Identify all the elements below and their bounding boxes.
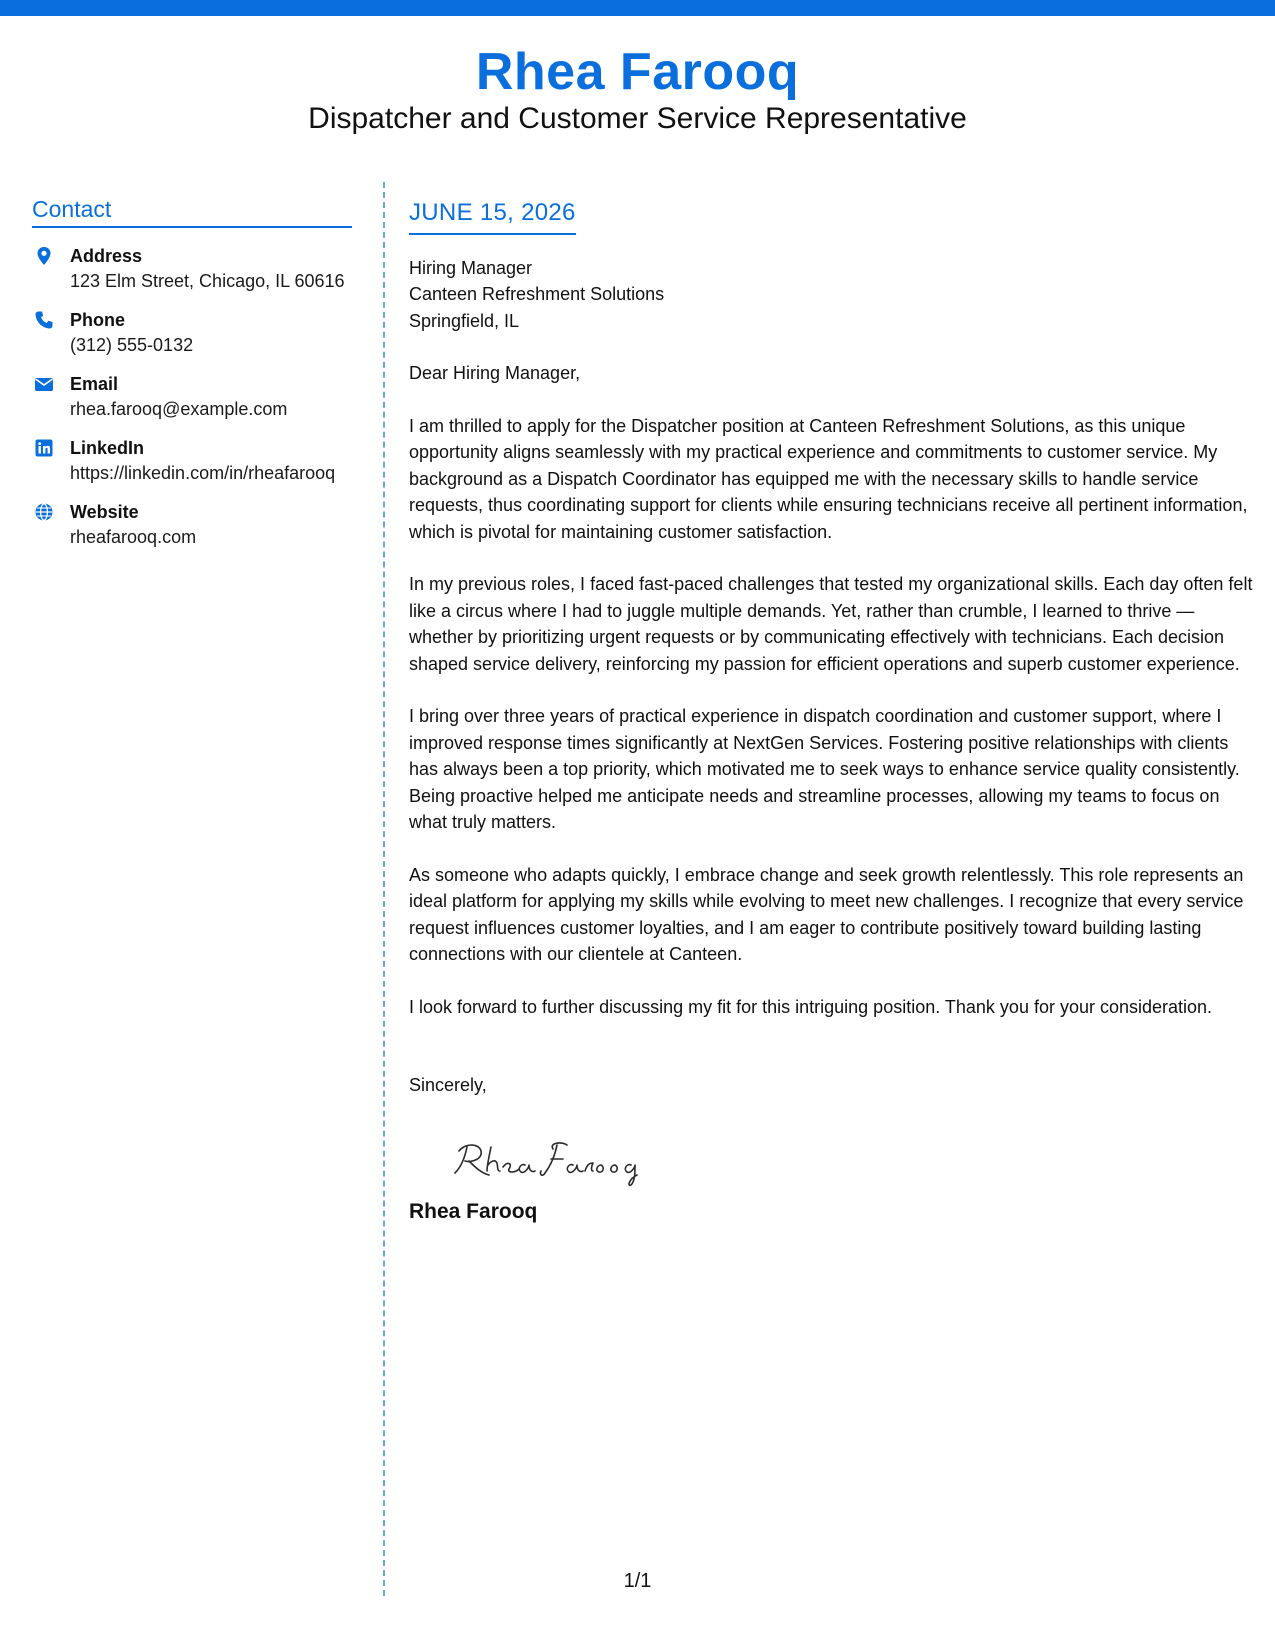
applicant-name: Rhea Farooq	[475, 43, 800, 101]
contact-value-website[interactable]: rheafarooq.com	[70, 527, 197, 547]
salutation: Dear Hiring Manager,	[409, 363, 581, 383]
globe-icon	[34, 502, 54, 522]
phone-icon	[34, 310, 54, 330]
letter-paragraph: In my previous roles, I faced fast-paced challenges that tested my organizational skills. Each day often felt like a circus where I had to juggle multiple demands. Yet, rather than crumble, I learned to thrive — whether by prioritizing urgent requests or by communicating effectively with technicians. Each decision shaped service delivery, reinforcing my passion for efficient operations and superb customer experience.	[409, 574, 1253, 674]
signed-name: Rhea Farooq	[409, 1199, 538, 1223]
contact-item-address	[32, 244, 352, 294]
column-divider	[383, 182, 385, 1596]
job-title: Dispatcher and Customer Service Representative	[308, 102, 967, 135]
contact-label-email: Email	[70, 374, 119, 394]
contact-label-phone: Phone	[70, 310, 126, 330]
contact-label-linkedin: LinkedIn	[70, 438, 145, 458]
letter-paragraph: I am thrilled to apply for the Dispatcher position at Canteen Refreshment Solutions, as this unique opportunity aligns seamlessly with my practical experience and commitments to customer service. My background as a Dispatch Coordinator has equipped me with the necessary skills to handle service requests, thus coordinating support for clients while ensuring technicians receive all pertinent information, which is pivotal for maintaining customer satisfaction.	[409, 415, 1248, 542]
contact-item-linkedin	[32, 436, 352, 486]
handwritten-signature	[445, 1129, 1254, 1189]
recipient-block	[409, 255, 1254, 335]
contact-label-address: Address	[70, 246, 143, 266]
recipient-line: Springfield, IL	[409, 310, 520, 331]
linkedin-icon	[34, 438, 54, 458]
contact-value-email[interactable]: rhea.farooq@example.com	[70, 399, 288, 419]
contact-heading: Contact	[32, 196, 352, 228]
letter-body	[409, 196, 1254, 1225]
top-accent-bar	[0, 0, 1275, 16]
contact-item-phone	[32, 308, 352, 358]
contact-value-phone: (312) 555-0132	[70, 335, 194, 355]
recipient-line: Hiring Manager	[409, 257, 533, 278]
letter-paragraph: I bring over three years of practical experience in dispatch coordination and customer support, where I improved response times significantly at NextGen Services. Fostering positive relationships with clients has always been a top priority, which motivated me to seek ways to enhance service quality consistently. Being proactive helped me anticipate needs and streamline processes, allowing my teams to focus on what truly matters.	[409, 706, 1240, 832]
letter-paragraph: I look forward to further discussing my fit for this intriguing position. Thank you for your consideration.	[409, 996, 1213, 1017]
contact-value-linkedin[interactable]: https://linkedin.com/in/rheafarooq	[70, 463, 336, 483]
recipient-line: Canteen Refreshment Solutions	[409, 284, 665, 304]
page-number: 1/1	[623, 1570, 652, 1592]
contact-sidebar	[32, 196, 352, 564]
contact-item-email	[32, 372, 352, 422]
map-pin-icon	[34, 246, 54, 266]
letter-paragraph: As someone who adapts quickly, I embrace change and seek growth relentlessly. This role represents an ideal platform for applying my skills while evolving to meet new challenges. I recognize that every service request influences customer loyalties, and I am eager to contribute positively toward building lasting connections with our clientele at Canteen.	[409, 864, 1244, 964]
contact-label-website: Website	[70, 502, 139, 522]
letter-date: JUNE 15, 2026	[409, 200, 576, 235]
closing: Sincerely,	[409, 1075, 487, 1095]
contact-item-website	[32, 500, 352, 550]
contact-value-address: 123 Elm Street, Chicago, IL 60616	[70, 271, 345, 291]
envelope-icon	[34, 374, 54, 394]
